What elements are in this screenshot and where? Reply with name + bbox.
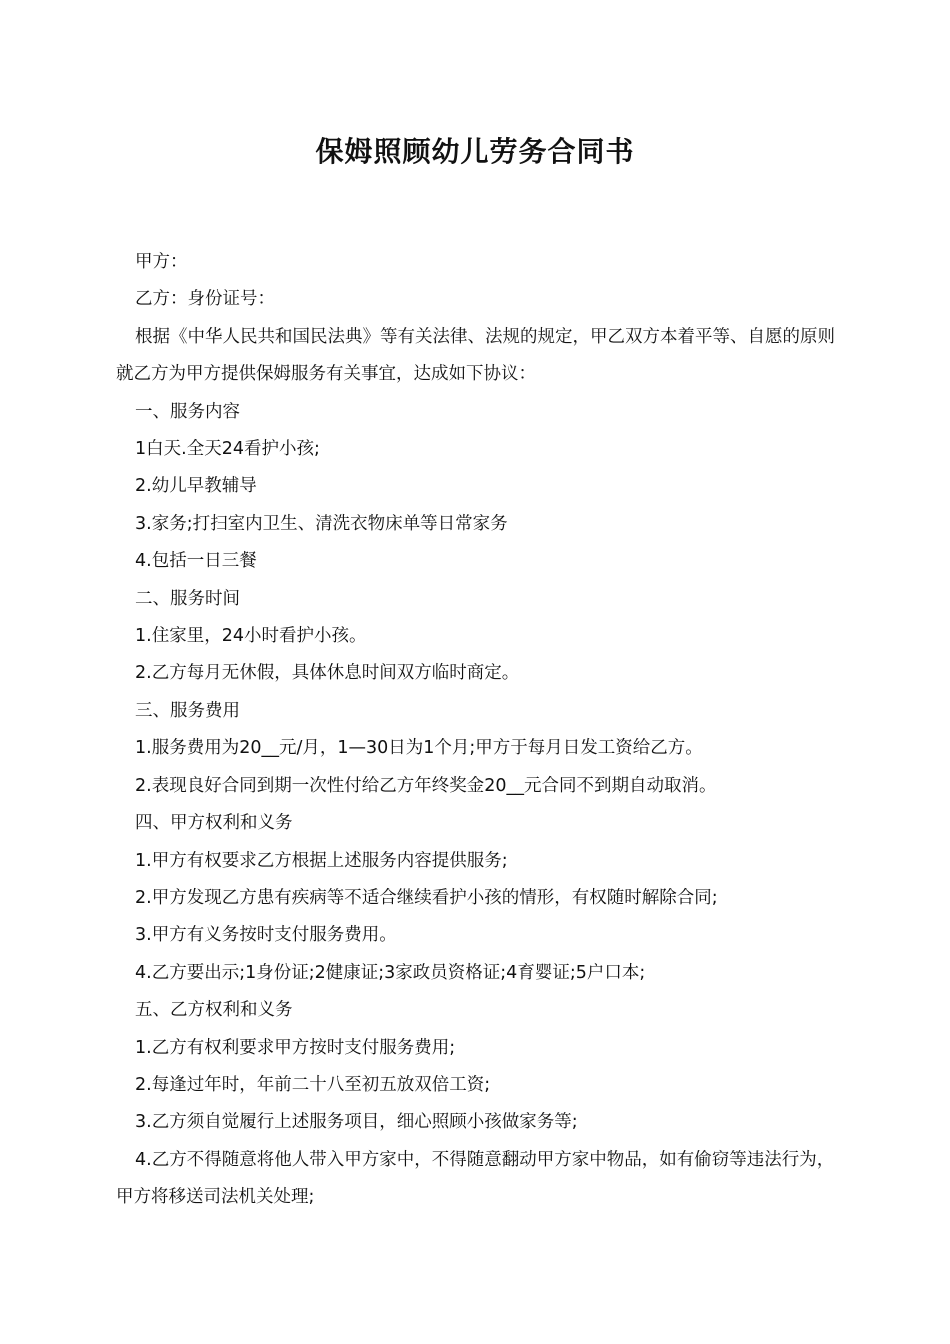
section-heading: 四、甲方权利和义务 (135, 813, 293, 834)
party-b-line: 乙方：身份证号： (135, 289, 275, 310)
clause-item: 1白天.全天24看护小孩; (135, 439, 320, 460)
clause-item: 2.每逢过年时，年前二十八至初五放双倍工资; (135, 1074, 491, 1095)
party-a-line: 甲方： (135, 252, 188, 272)
clause-item: 4.包括一日三餐 (135, 551, 257, 572)
section-heading: 一、服务内容 (135, 401, 240, 422)
document-body (116, 244, 836, 1217)
clause-item: 4.乙方不得随意将他人带入甲方家中，不得随意翻动甲方家中物品，如有偷窃等违法行为，甲方将移送司法机关处理; (116, 1149, 835, 1208)
section-heading: 五、乙方权利和义务 (135, 1000, 293, 1021)
clause-item: 2.甲方发现乙方患有疾病等不适合继续看护小孩的情形，有权随时解除合同; (135, 887, 718, 908)
clause-item: 4.乙方要出示;1身份证;2健康证;3家政员资格证;4育婴证;5户口本; (135, 962, 646, 983)
clause-item: 3.家务;打扫室内卫生、清洗衣物床单等日常家务 (135, 513, 508, 534)
clause-item: 1.住家里，24小时看护小孩。 (135, 626, 367, 647)
document-title: 保姆照顾幼儿劳务合同书 (315, 135, 635, 168)
clause-item: 1.服务费用为20__元/月，1—30日为1个月;甲方于每月日发工资给乙方。 (135, 738, 703, 759)
clause-item: 3.甲方有义务按时支付服务费用。 (135, 925, 397, 946)
clause-item: 2.幼儿早教辅导 (135, 476, 257, 497)
clause-item: 1.甲方有权要求乙方根据上述服务内容提供服务; (135, 850, 508, 871)
clause-item: 2.乙方每月无休假，具体休息时间双方临时商定。 (135, 663, 520, 684)
clause-item: 1.乙方有权利要求甲方按时支付服务费用; (135, 1037, 456, 1058)
clause-item: 3.乙方须自觉履行上述服务项目，细心照顾小孩做家务等; (135, 1112, 578, 1133)
section-heading: 三、服务费用 (135, 700, 240, 721)
section-heading: 二、服务时间 (135, 588, 240, 609)
clause-item: 2.表现良好合同到期一次性付给乙方年终奖金20__元合同不到期自动取消。 (135, 775, 717, 796)
preamble-paragraph: 根据《中华人民共和国民法典》等有关法律、法规的规定，甲乙双方本着平等、自愿的原则就乙方为甲方提供保姆服务有关事宜，达成如下协议： (116, 326, 835, 385)
